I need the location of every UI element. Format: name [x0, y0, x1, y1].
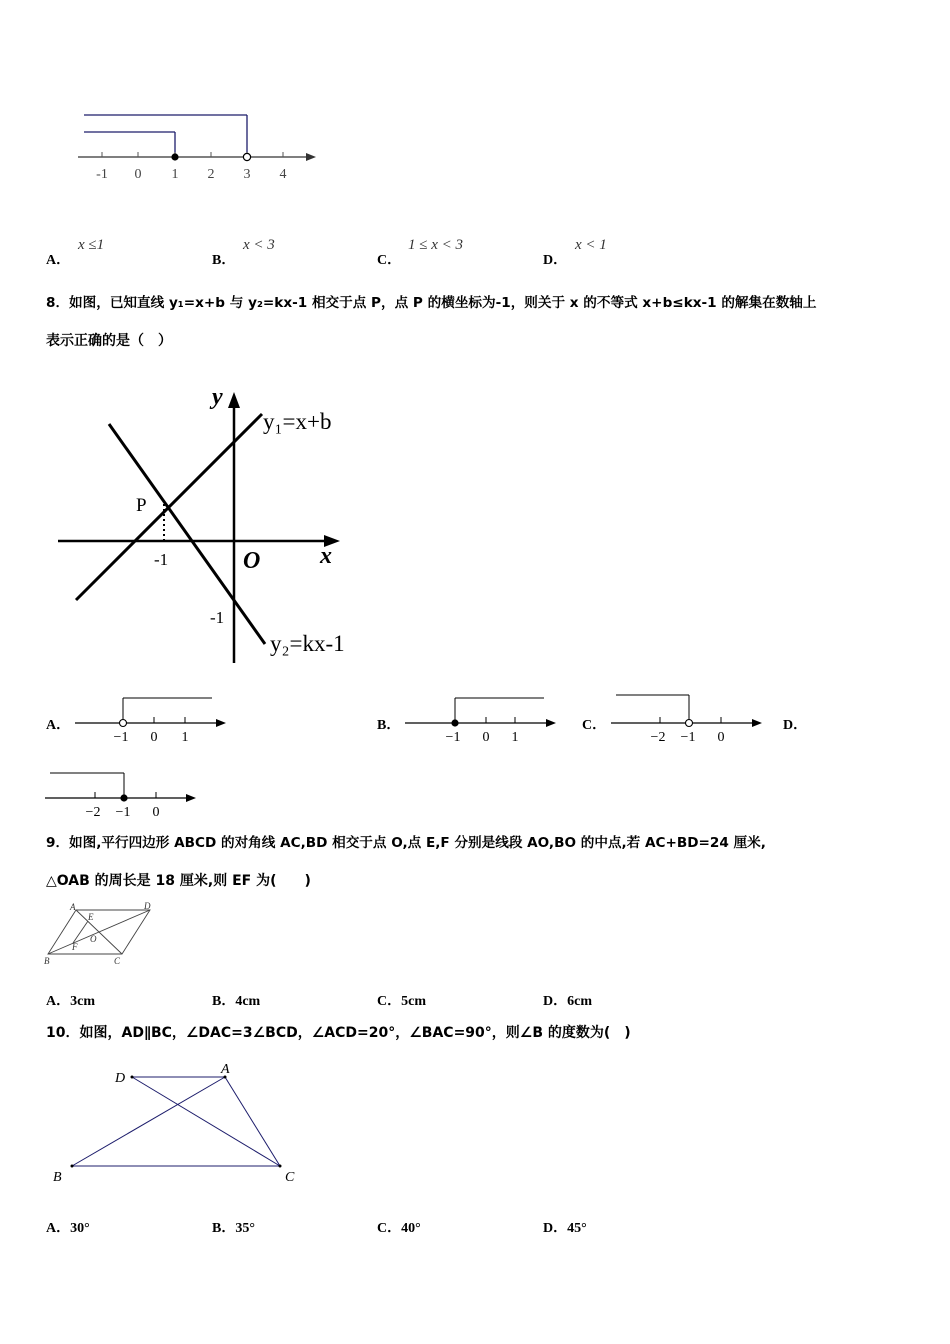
- tick-label: 0: [152, 805, 160, 820]
- tick-label: 3: [243, 167, 251, 182]
- q9-parallelogram-figure: [42, 900, 167, 970]
- tick-label: −1: [445, 730, 461, 745]
- option-text: 3cm: [70, 994, 96, 1009]
- q7-option-a-letter[interactable]: A．: [46, 253, 71, 268]
- q9-option-a[interactable]: [46, 990, 95, 1010]
- tick-label: 2: [207, 167, 215, 182]
- origin-label: O: [243, 548, 261, 574]
- label-b: B: [44, 956, 50, 966]
- q10-option-b[interactable]: [212, 1217, 255, 1237]
- tick-label: 4: [279, 167, 287, 182]
- option-text: 45°: [567, 1221, 587, 1236]
- point-p-label: P: [136, 495, 147, 516]
- q8-option-a-letter[interactable]: A．: [46, 718, 71, 733]
- option-letter: D．: [543, 1221, 568, 1236]
- q8-option-c-numberline[interactable]: [608, 690, 768, 746]
- label-a: A: [221, 1062, 230, 1077]
- q9-text-line1: 9．如图,平行四边形 ABCD 的对角线 AC,BD 相交于点 O,点 E,F 分别是线段 AO,BO 的中点,若 AC+BD=24 厘米,: [46, 835, 766, 851]
- q7-option-c-letter[interactable]: C．: [377, 253, 402, 268]
- label-c: C: [285, 1170, 295, 1185]
- q10-triangle-figure: [45, 1060, 310, 1190]
- tick-label: 1: [511, 730, 519, 745]
- option-letter: A．: [46, 1221, 71, 1236]
- q9-text-line2: △OAB 的周长是 18 厘米,则 EF 为( ): [46, 873, 311, 889]
- q7-option-b-letter[interactable]: B．: [212, 253, 236, 268]
- q10-option-d[interactable]: [543, 1217, 587, 1237]
- q8-option-b-letter[interactable]: B．: [377, 718, 401, 733]
- tick-label: 0: [717, 730, 725, 745]
- q7-option-c-expr: 1 ≤ x < 3: [408, 237, 464, 253]
- label-c: C: [114, 956, 121, 966]
- q8-option-a-numberline[interactable]: [72, 690, 232, 746]
- line1-label: y₁=x+b: [263, 409, 332, 434]
- option-letter: C．: [377, 994, 402, 1009]
- option-letter: C．: [377, 1221, 402, 1236]
- tick-label: 0: [134, 167, 142, 182]
- option-text: 30°: [70, 1221, 90, 1236]
- y-mark-label: -1: [210, 608, 225, 627]
- q9-option-b[interactable]: [212, 990, 260, 1010]
- q8-option-d-letter[interactable]: D．: [783, 718, 808, 733]
- option-text: 40°: [401, 1221, 421, 1236]
- label-o: O: [90, 934, 97, 944]
- option-text: 35°: [235, 1221, 255, 1236]
- label-d: D: [115, 1071, 126, 1086]
- option-letter: D．: [543, 994, 568, 1009]
- label-a: A: [70, 902, 76, 912]
- option-text: 4cm: [235, 994, 261, 1009]
- tick-label: 1: [181, 730, 189, 745]
- q9-option-c[interactable]: [377, 990, 426, 1010]
- q10-option-c[interactable]: [377, 1217, 421, 1237]
- label-f: F: [72, 942, 78, 952]
- y-axis-label: y: [212, 384, 223, 410]
- label-e: E: [88, 912, 94, 922]
- tick-label: −1: [115, 805, 131, 820]
- q8-graph: [50, 378, 370, 673]
- tick-label: -1: [96, 167, 108, 182]
- q7-option-a-expr: x ≤1: [78, 237, 105, 253]
- label-d: D: [144, 901, 151, 911]
- x-axis-label: x: [320, 543, 332, 569]
- q8-option-c-letter[interactable]: C．: [582, 718, 607, 733]
- q9-option-d[interactable]: [543, 990, 592, 1010]
- x-mark-label: -1: [154, 550, 169, 569]
- q7-option-d-letter[interactable]: D．: [543, 253, 568, 268]
- q10-text-line1: 10．如图，AD∥BC，∠DAC=3∠BCD，∠ACD=20°，∠BAC=90°，则∠B 的度数为( ): [46, 1025, 631, 1041]
- q7-option-b-expr: x < 3: [243, 237, 275, 253]
- option-text: 5cm: [401, 994, 427, 1009]
- option-letter: A．: [46, 994, 71, 1009]
- tick-label: 0: [482, 730, 490, 745]
- q8-option-b-numberline[interactable]: [402, 690, 562, 746]
- tick-label: −1: [113, 730, 129, 745]
- tick-label: 1: [171, 167, 179, 182]
- tick-label: 0: [150, 730, 158, 745]
- label-b: B: [53, 1170, 62, 1185]
- q7-option-d-expr: x < 1: [575, 237, 607, 253]
- q10-option-a[interactable]: [46, 1217, 90, 1237]
- q8-option-d-numberline[interactable]: [42, 765, 202, 821]
- tick-label: −1: [680, 730, 696, 745]
- tick-label: −2: [650, 730, 666, 745]
- option-text: 6cm: [567, 994, 593, 1009]
- q8-text-line2: 表示正确的是（ ）: [46, 333, 172, 349]
- option-letter: B．: [212, 1221, 236, 1236]
- tick-label: −2: [85, 805, 101, 820]
- line2-label: y₂=kx-1: [270, 631, 345, 656]
- option-letter: B．: [212, 994, 236, 1009]
- q8-text-line1: 8．如图，已知直线 y₁=x+b 与 y₂=kx-1 相交于点 P，点 P 的横坐标为-1，则关于 x 的不等式 x+b≤kx-1 的解集在数轴上: [46, 295, 817, 311]
- q7-number-line: [70, 105, 330, 190]
